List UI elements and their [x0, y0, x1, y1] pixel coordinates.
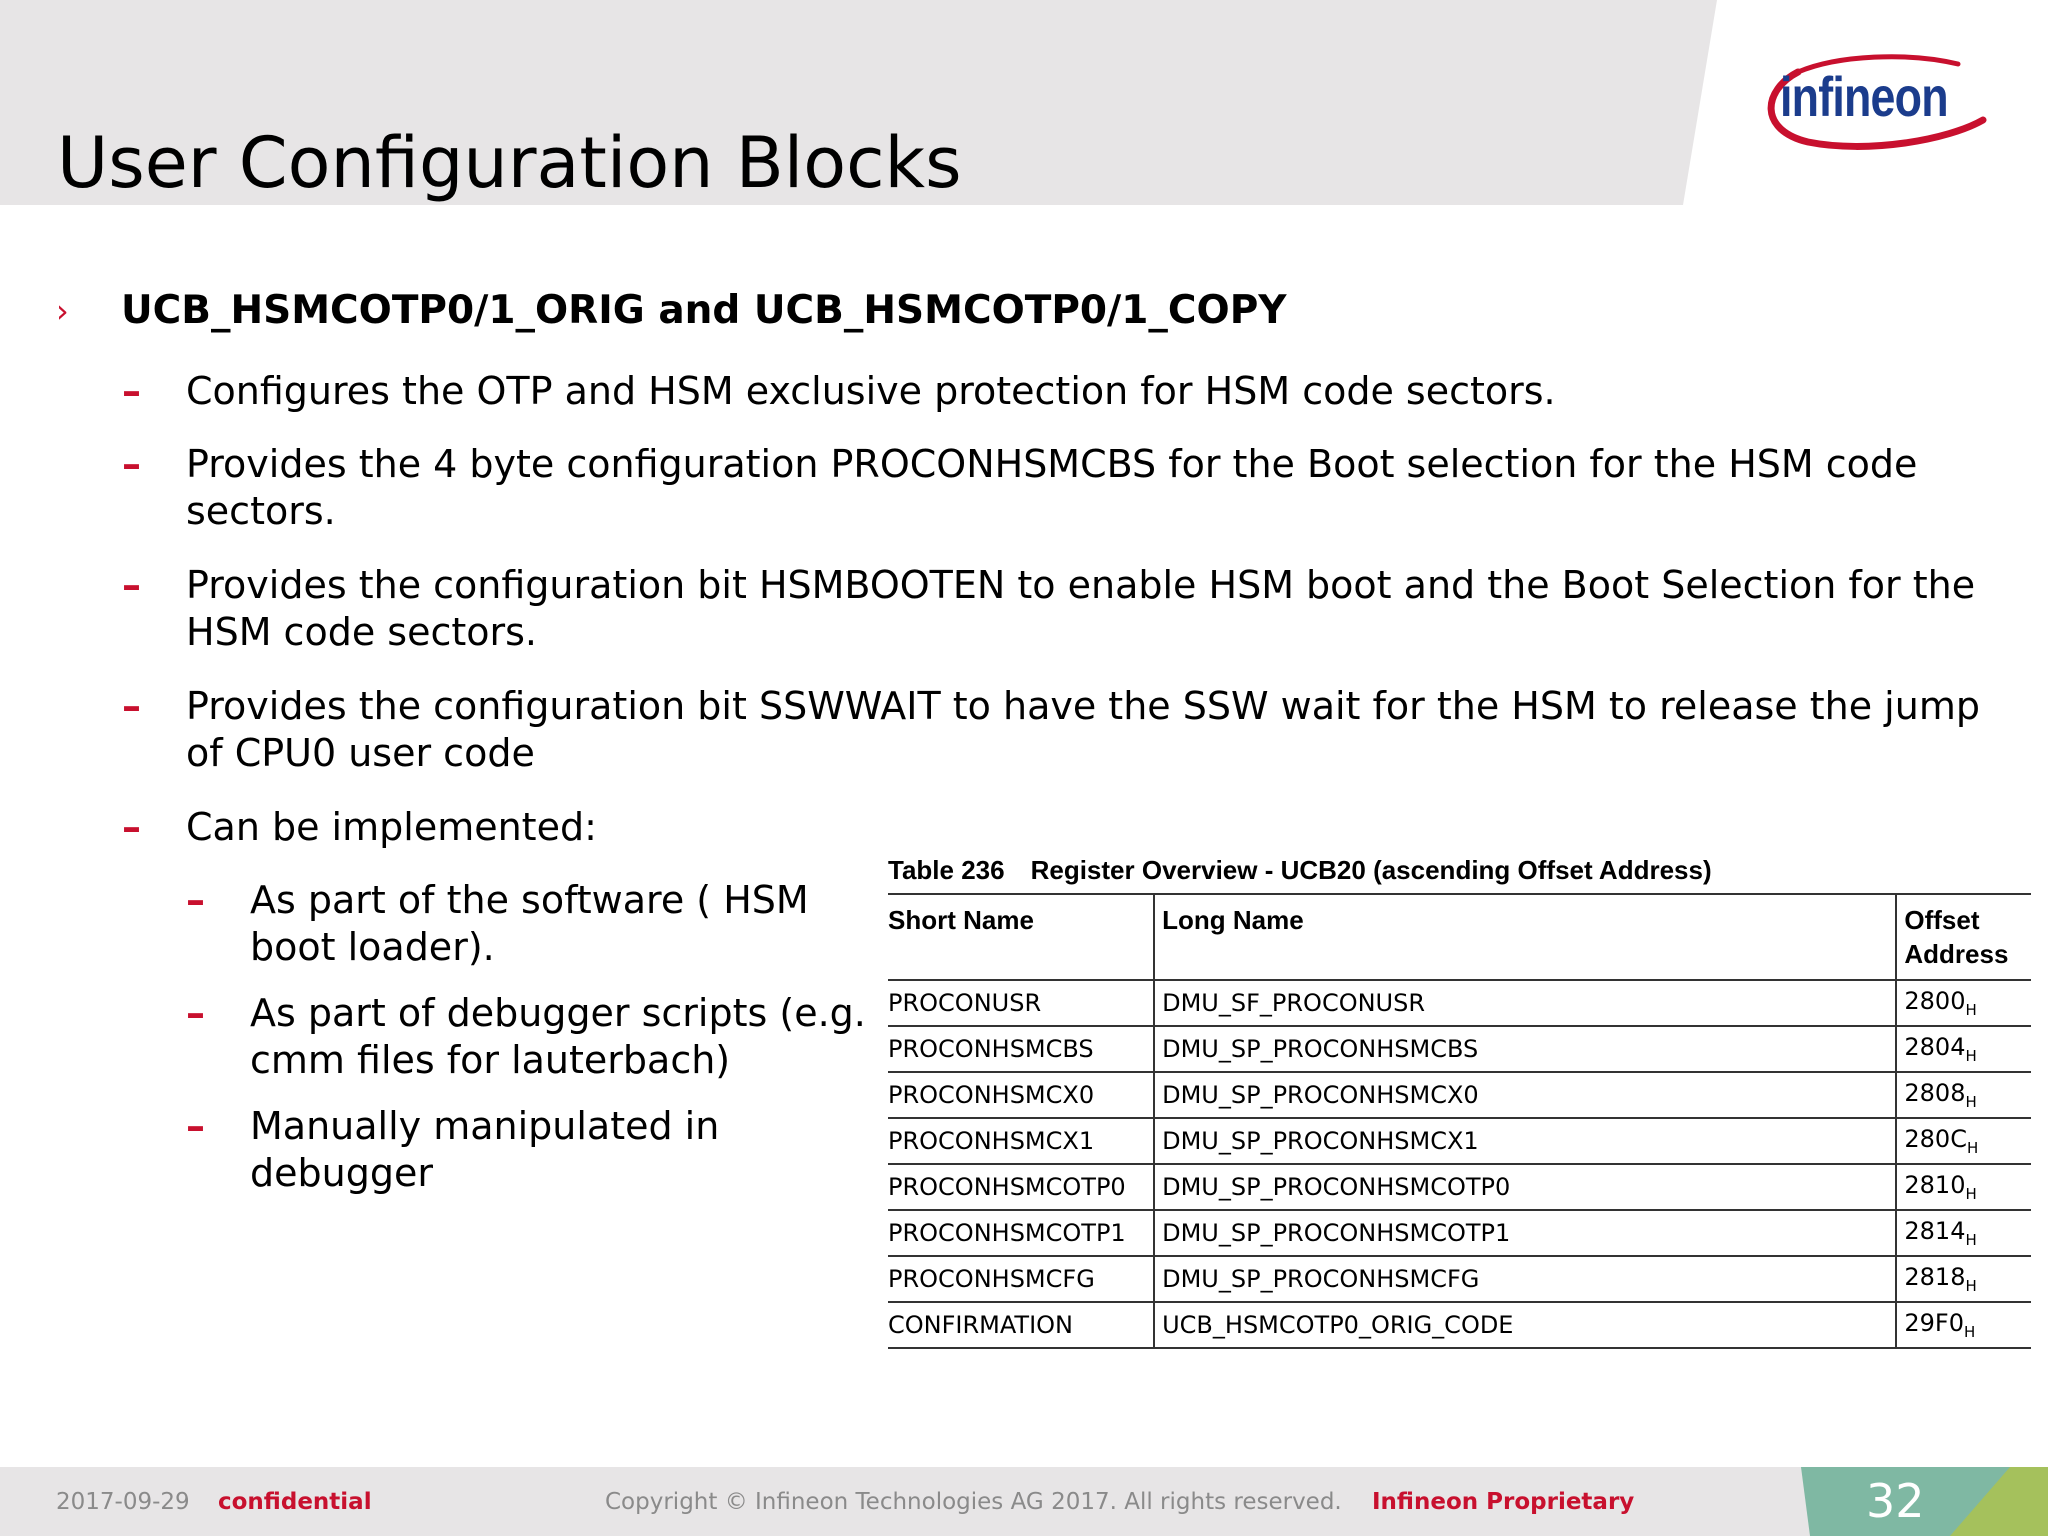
sub-bullet-text: Provides the 4 byte configuration PROCONHSMCBS for the Boot selection for the HSM code sectors.: [186, 442, 1918, 533]
footer-copyright: Copyright © Infineon Technologies AG 2017. All rights reserved.: [605, 1489, 1342, 1515]
page-number: 32: [1866, 1474, 1925, 1528]
table-row: [888, 1164, 2031, 1210]
cell-long-name: DMU_SP_PROCONHSMCOTP0: [1154, 1164, 1896, 1210]
slide-header: [0, 0, 2048, 205]
offset-value: 2800: [1904, 987, 1966, 1016]
slide-footer: [0, 1467, 2048, 1536]
offset-value: 2808: [1904, 1079, 1966, 1108]
main-bullet: [56, 286, 1956, 338]
table-row: [888, 1302, 2031, 1348]
offset-value: 29F0: [1904, 1309, 1965, 1338]
cell-long-name: UCB_HSMCOTP0_ORIG_CODE: [1154, 1302, 1896, 1348]
hex-subscript: H: [1965, 1092, 1977, 1111]
implementation-item-text: As part of the software ( HSM boot loader).: [250, 878, 809, 969]
slide-title: User Configuration Blocks: [57, 122, 962, 204]
dash-icon: –: [122, 684, 141, 728]
table-row: [888, 1118, 2031, 1164]
register-overview-table: [888, 893, 2031, 1349]
cell-short-name: PROCONUSR: [888, 980, 1154, 1026]
cell-offset: [1896, 1118, 2031, 1164]
offset-value: 2804: [1904, 1033, 1966, 1062]
table-caption-number: Table 236: [888, 855, 1005, 885]
offset-value: 280C: [1904, 1125, 1967, 1154]
cell-offset: [1896, 980, 2031, 1026]
cell-offset: [1896, 1072, 2031, 1118]
cell-short-name: PROCONHSMCOTP0: [888, 1164, 1154, 1210]
footer-classification: confidential: [218, 1489, 372, 1515]
hex-subscript: H: [1965, 1046, 1977, 1065]
table-row: [888, 1072, 2031, 1118]
hex-subscript: H: [1965, 1184, 1977, 1203]
hex-subscript: H: [1964, 1322, 1976, 1341]
chevron-right-icon: ›: [56, 292, 69, 330]
hex-subscript: H: [1965, 1276, 1977, 1295]
sub-bullet-text: Provides the configuration bit SSWWAIT to have the SSW wait for the HSM to release the jump of CPU0 user code: [186, 684, 1980, 775]
cell-short-name: PROCONHSMCX0: [888, 1072, 1154, 1118]
table-header-row: [888, 894, 2031, 980]
cell-long-name: DMU_SP_PROCONHSMCX1: [1154, 1118, 1896, 1164]
cell-long-name: DMU_SF_PROCONUSR: [1154, 980, 1896, 1026]
dash-icon: –: [122, 369, 141, 413]
cell-short-name: PROCONHSMCBS: [888, 1026, 1154, 1072]
hex-subscript: H: [1966, 1138, 1979, 1157]
sub-bullet-text: Can be implemented:: [186, 805, 597, 849]
main-bullet-text: UCB_HSMCOTP0/1_ORIG and UCB_HSMCOTP0/1_COPY: [121, 288, 1287, 333]
logo-wordmark: infineon: [1780, 65, 1948, 128]
footer-proprietary: Infineon Proprietary: [1372, 1489, 1635, 1515]
dash-icon: –: [186, 991, 205, 1035]
table-row: [888, 980, 2031, 1026]
hex-subscript: H: [1965, 1000, 1977, 1019]
hex-subscript: H: [1965, 1230, 1977, 1249]
footer-date: 2017-09-29: [56, 1489, 190, 1515]
table-row: [888, 1256, 2031, 1302]
column-header-short-name: Short Name: [888, 894, 1154, 980]
offset-value: 2810: [1904, 1171, 1966, 1200]
dash-icon: –: [186, 878, 205, 922]
offset-value: 2818: [1904, 1263, 1966, 1292]
table-row: [888, 1210, 2031, 1256]
sub-bullet-text: Provides the configuration bit HSMBOOTEN to enable HSM boot and the Boot Selection for the HSM code sectors.: [186, 563, 1976, 654]
sub-bullet-text: Configures the OTP and HSM exclusive protection for HSM code sectors.: [186, 369, 1556, 413]
register-table: [888, 893, 2031, 1349]
cell-offset: [1896, 1302, 2031, 1348]
cell-long-name: DMU_SP_PROCONHSMCOTP1: [1154, 1210, 1896, 1256]
table-row: [888, 1026, 2031, 1072]
implementation-item-text: Manually manipulated in debugger: [250, 1104, 720, 1195]
column-header-offset-address: Offset Address: [1896, 894, 2031, 980]
cell-short-name: CONFIRMATION: [888, 1302, 1154, 1348]
dash-icon: –: [122, 563, 141, 607]
implementation-item-text: As part of debugger scripts (e.g. cmm files for lauterbach): [250, 991, 866, 1082]
cell-short-name: PROCONHSMCFG: [888, 1256, 1154, 1302]
cell-offset: [1896, 1256, 2031, 1302]
cell-long-name: DMU_SP_PROCONHSMCFG: [1154, 1256, 1896, 1302]
column-header-long-name: Long Name: [1154, 894, 1896, 980]
dash-icon: –: [186, 1104, 205, 1148]
cell-short-name: PROCONHSMCX1: [888, 1118, 1154, 1164]
cell-offset: [1896, 1210, 2031, 1256]
cell-long-name: DMU_SP_PROCONHSMCBS: [1154, 1026, 1896, 1072]
table-caption-title: Register Overview - UCB20 (ascending Offset Address): [1030, 855, 1712, 885]
offset-value: 2814: [1904, 1217, 1966, 1246]
cell-long-name: DMU_SP_PROCONHSMCX0: [1154, 1072, 1896, 1118]
infineon-logo: [1758, 50, 1990, 158]
table-caption: [888, 855, 1712, 886]
cell-offset: [1896, 1164, 2031, 1210]
cell-offset: [1896, 1026, 2031, 1072]
dash-icon: –: [122, 442, 141, 486]
dash-icon: –: [122, 805, 141, 849]
cell-short-name: PROCONHSMCOTP1: [888, 1210, 1154, 1256]
